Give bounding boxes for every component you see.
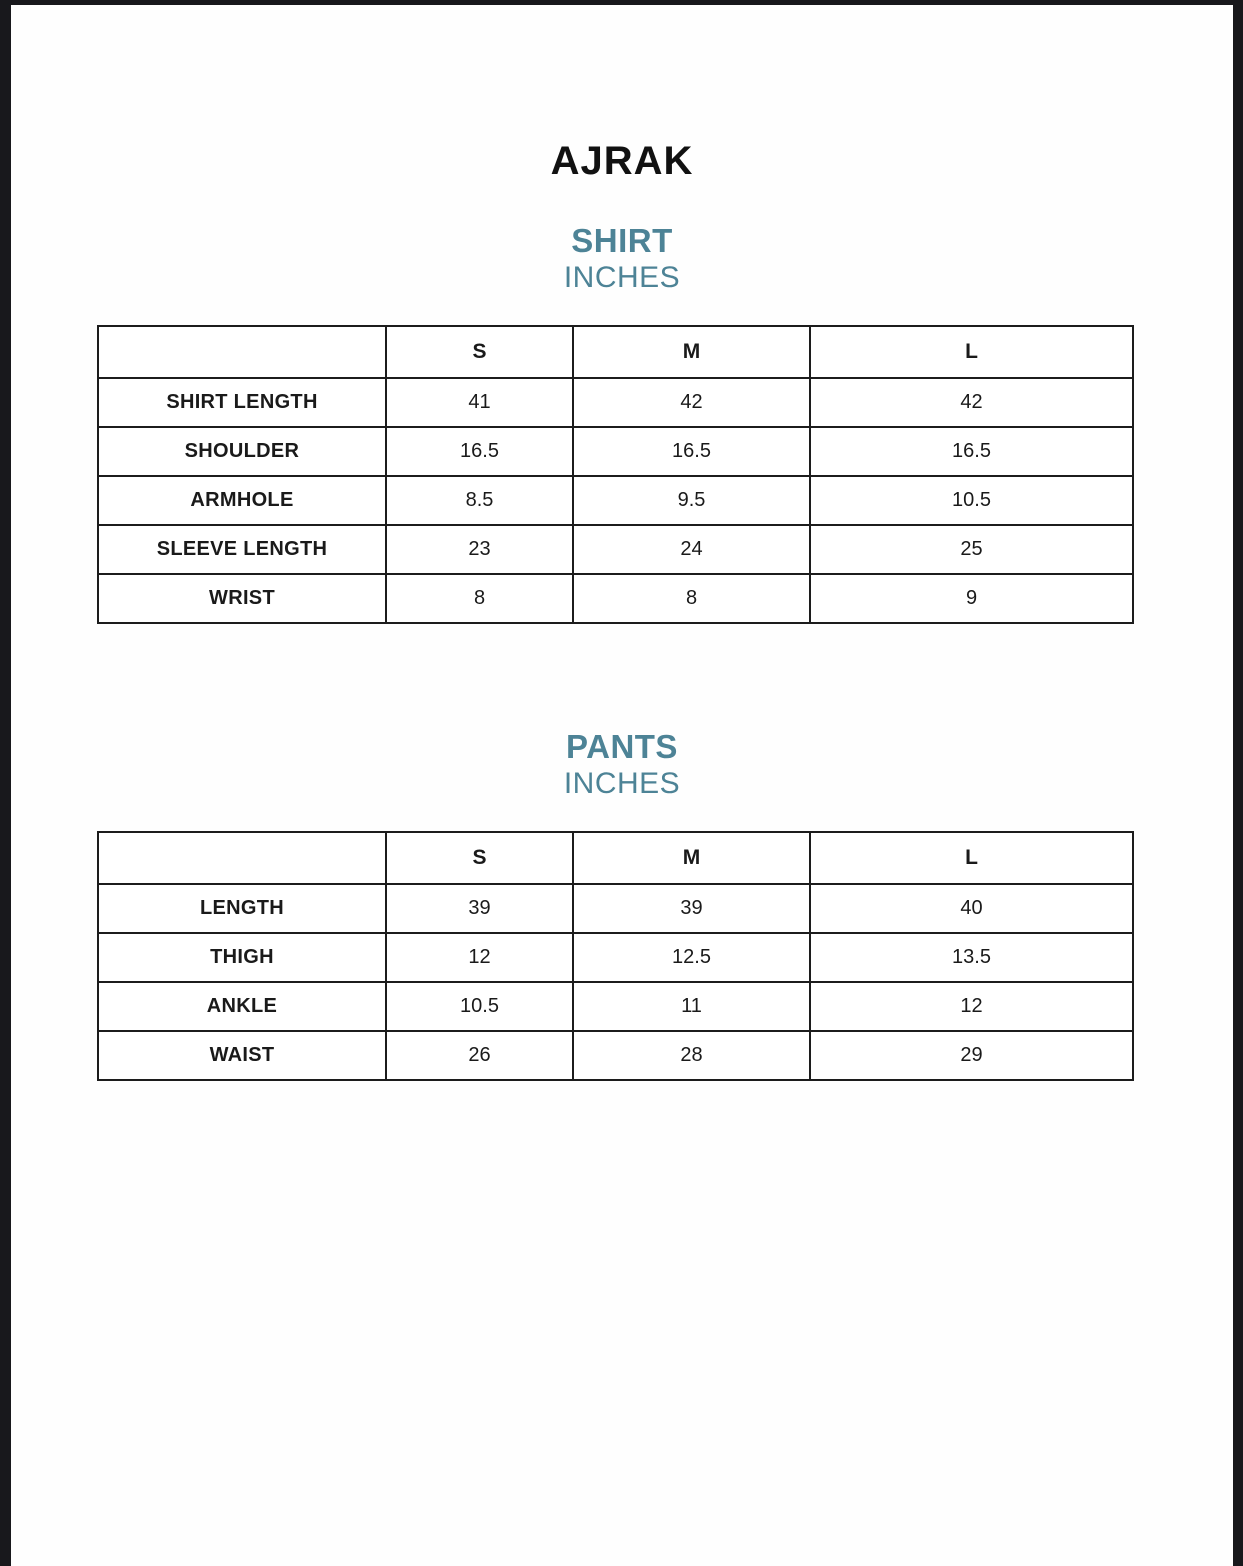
- measurement-label: THIGH: [98, 933, 386, 982]
- table-row: [98, 476, 1133, 525]
- measurement-value: 13.5: [810, 933, 1133, 982]
- table-row: [98, 378, 1133, 427]
- table-row: [98, 982, 1133, 1031]
- measurement-value: 12.5: [573, 933, 810, 982]
- size-column-header: M: [573, 832, 810, 884]
- measurement-value: 10.5: [386, 982, 573, 1031]
- table-header-row: [98, 832, 1133, 884]
- shirt-size-table: [97, 325, 1134, 624]
- measurement-value: 9.5: [573, 476, 810, 525]
- measurement-value: 8: [386, 574, 573, 623]
- measurement-label: SHIRT LENGTH: [98, 378, 386, 427]
- measurement-value: 16.5: [386, 427, 573, 476]
- page-title: AJRAK: [550, 139, 694, 183]
- measurement-label: LENGTH: [98, 884, 386, 933]
- measurement-value: 39: [386, 884, 573, 933]
- size-column-header: S: [386, 832, 573, 884]
- table-row: [98, 933, 1133, 982]
- size-column-header: M: [573, 326, 810, 378]
- measurement-label: WRIST: [98, 574, 386, 623]
- measurement-value: 42: [810, 378, 1133, 427]
- measurement-value: 23: [386, 525, 573, 574]
- measurement-value: 41: [386, 378, 573, 427]
- size-column-header: L: [810, 326, 1133, 378]
- pants-section-units-label: INCHES: [563, 767, 681, 800]
- table-row: [98, 884, 1133, 933]
- measurement-value: 9: [810, 574, 1133, 623]
- measurement-value: 16.5: [810, 427, 1133, 476]
- size-column-header: L: [810, 832, 1133, 884]
- pants-size-table: [97, 831, 1134, 1081]
- table-header-row: [98, 326, 1133, 378]
- measurement-value: 10.5: [810, 476, 1133, 525]
- measurement-value: 26: [386, 1031, 573, 1080]
- measurement-value: 16.5: [573, 427, 810, 476]
- measurement-value: 8: [573, 574, 810, 623]
- measurement-label: ANKLE: [98, 982, 386, 1031]
- measurement-value: 12: [810, 982, 1133, 1031]
- shirt-section-units-label: INCHES: [563, 261, 681, 294]
- measurement-label: SLEEVE LENGTH: [98, 525, 386, 574]
- shirt-section: [11, 222, 1233, 624]
- size-column-header: S: [386, 326, 573, 378]
- measurement-label: ARMHOLE: [98, 476, 386, 525]
- measurement-value: 39: [573, 884, 810, 933]
- table-row: [98, 427, 1133, 476]
- measurement-value: 28: [573, 1031, 810, 1080]
- measurement-value: 8.5: [386, 476, 573, 525]
- shirt-section-heading: SHIRT: [571, 222, 673, 259]
- table-row: [98, 1031, 1133, 1080]
- measurement-value: 40: [810, 884, 1133, 933]
- table-row: [98, 574, 1133, 623]
- table-row: [98, 525, 1133, 574]
- measurement-value: 11: [573, 982, 810, 1031]
- measurement-value: 12: [386, 933, 573, 982]
- pants-section-heading: PANTS: [566, 728, 678, 765]
- size-chart-page: [11, 5, 1233, 1566]
- measurement-value: 24: [573, 525, 810, 574]
- table-corner-cell: [98, 832, 386, 884]
- measurement-label: WAIST: [98, 1031, 386, 1080]
- measurement-value: 42: [573, 378, 810, 427]
- measurement-label: SHOULDER: [98, 427, 386, 476]
- measurement-value: 25: [810, 525, 1133, 574]
- measurement-value: 29: [810, 1031, 1133, 1080]
- table-corner-cell: [98, 326, 386, 378]
- pants-section: [11, 728, 1233, 1081]
